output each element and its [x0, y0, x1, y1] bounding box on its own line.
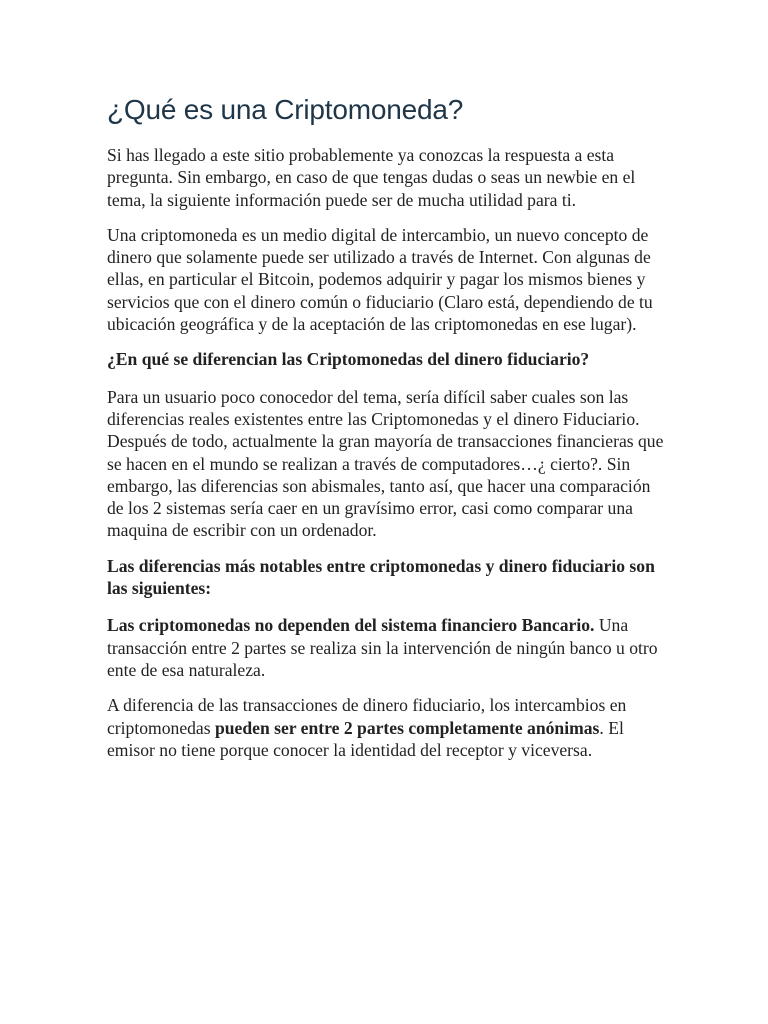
document-body — [107, 92, 667, 774]
no-banks-text: Una transacción entre 2 partes se realiza sin la intervención de ningún banco u otro ente de esa naturaleza. — [107, 615, 658, 680]
anonymity-paragraph — [107, 694, 667, 761]
notable-differences-heading: Las diferencias más notables entre criptomonedas y dinero fiduciario son las siguientes: — [107, 555, 655, 599]
intro-paragraph: Si has llegado a este sitio probablemente ya conozcas la respuesta a esta pregunta. Sin embargo, en caso de que tengas dudas o seas un newbie en el tema, la siguiente información puede ser de mucha utilidad para ti. — [107, 145, 636, 210]
anonymity-bold: pueden ser entre 2 partes completamente anónimas — [214, 717, 600, 738]
no-banks-bold: Las criptomonedas no dependen del sistema financiero Bancario. — [107, 615, 595, 636]
differences-paragraph: Para un usuario poco conocedor del tema, sería difícil saber cuales son las diferencias reales existentes entre las Criptomonedas y el dinero Fiduciario. Después de todo, actualmente la gran mayoría de transacciones financieras que se hacen en el mundo se realizan a través de computadores…¿ cierto?. Sin embargo, las diferencias son abismales, tanto así, que hacer una comparación de los 2 sistemas sería caer en un gravísimo error, casi como comparar una maquina de escribir con un ordenador. — [107, 386, 664, 541]
page-title: ¿Qué es una Criptomoneda? — [107, 94, 464, 125]
differences-heading: ¿En qué se diferencian las Criptomonedas del dinero fiduciario? — [107, 349, 590, 370]
no-banks-paragraph — [107, 614, 667, 681]
anonymity-text-end: . El emisor no tiene porque conocer la identidad del receptor y viceversa. — [107, 717, 624, 760]
definition-paragraph: Una criptomoneda es un medio digital de intercambio, un nuevo concepto de dinero que solamente puede ser utilizado a través de Internet. Con algunas de ellas, en particular el Bitcoin, podemos adquirir y pagar los mismos bienes y servicios que con el dinero común o fiduciario (Claro está, dependiendo de tu ubicación geográfica y de la aceptación de las criptomonedas en ese lugar). — [107, 224, 653, 335]
anonymity-text-start: A diferencia de las transacciones de dinero fiduciario, los intercambios en criptomonedas — [107, 695, 627, 738]
